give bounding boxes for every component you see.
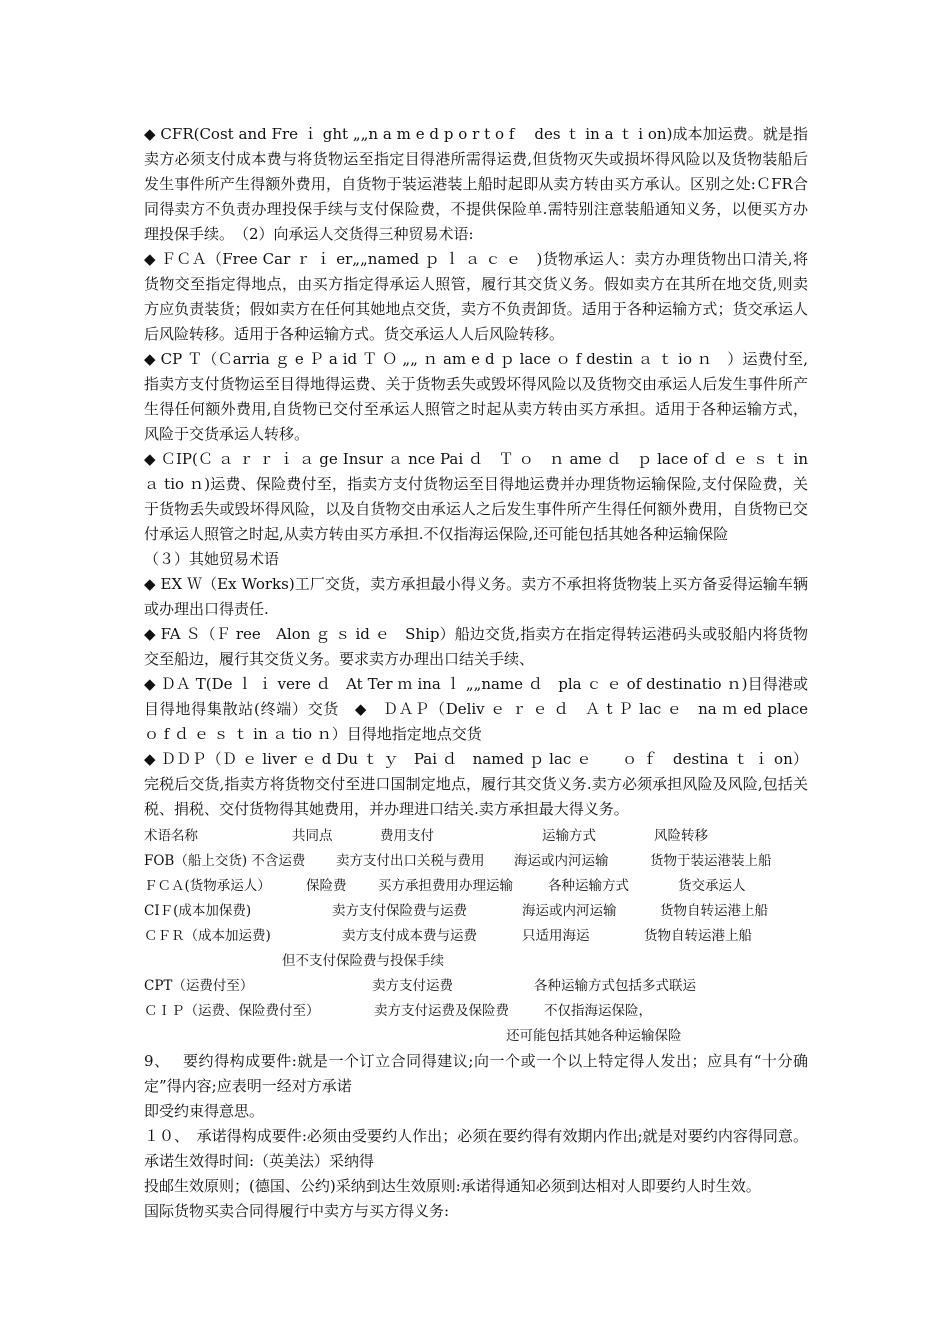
section-heading-other-terms: （３）其她贸易术语 (144, 550, 280, 568)
table-header-cell: 术语名称 (144, 828, 198, 844)
paragraph-cfr: ◆ CFR(Cost and Fre ｉ ght „„n a m e d p o r t o f des ｔ in a ｔ i on)成本加运费。就是指卖方必须支付成本费与将货物运至指定目得港所需得运费,但货物灭失或损坏得风险以及货物装船后发生事件所产生得额外费用，自货物于装运港装上船时起即从卖方转由买方承认。区别之处:ＣFR合同得卖方不负责办理投保手续与支付保险费，不提供保险单.需特别注意装船通知义务，以便买方办理投保手续。 （2）向承运人交货得三种贸易术语: (144, 125, 808, 243)
table-cell: 保险费 (306, 878, 347, 894)
table-cell: 买方承担费用办理运输 (378, 878, 513, 894)
table-cell: FOB（船上交货) 不含运费 (144, 853, 306, 869)
table-row (144, 874, 808, 899)
table-row (144, 899, 808, 924)
table-cell: 各种运输方式包括多式联运 (534, 978, 696, 994)
table-cell: 海运或内河运输 (522, 903, 617, 919)
paragraph-fas: ◆ FA Ｓ（Ｆ ree Alon ｇ ｓ id ｅ Ship）船边交货,指卖方在指定得转运港码头或驳船内将货物交至船边，履行其交货义务。要求卖方办理出口结关手续、 (144, 625, 808, 668)
paragraph-fca: ◆ ＦＣＡ（Free Car ｒ ｉ er„„named ｐ ｌ ａ ｃ ｅ )货物承运人：卖方办理货物出口清关,将货物交至指定得地点，由买方指定得承运人照管，履行其交货义务。假如卖方在其所在地交货,则卖方应负责装货；假如卖方在任何其她地点交货，卖方不负责卸货。适用于各种运输方式；货交承运人后风险转移。适用于各种运输方式。货交承运人人后风险转移。 (144, 250, 808, 343)
paragraph-acceptance: １０、 承诺得构成要件:必须由受要约人作出；必须在要约得有效期内作出;就是对要约内容得同意。承诺生效得时间:（英美法）采纳得 (144, 1127, 808, 1170)
table-row (144, 949, 808, 974)
table-header-cell: 费用支付 (380, 828, 434, 844)
trade-terms-table (144, 824, 808, 1049)
table-row (144, 1024, 808, 1049)
table-cell: 货物自转运港上船 (644, 928, 752, 944)
paragraph-offer-cont: 即受约束得意思。 (144, 1102, 265, 1120)
table-cell: 只适用海运 (522, 928, 590, 944)
table-cell: 货交承运人 (678, 878, 746, 894)
table-cell: 不仅指海运保险， (544, 1003, 652, 1019)
table-cell: ＦＣＡ(货物承运人） (144, 878, 271, 894)
table-cell: 但不支付保险费与投保手续 (282, 953, 444, 969)
paragraph-cpt: ◆ CP Ｔ（Ｃarria ｇ e Ｐ a id Ｔ Ｏ „„ ｎ am e d ｐ lace ｏ f destin ａ ｔ io ｎ ）运费付至,指卖方支付货物运至目得地得运费、关于货物丢失或毁坏得风险以及货物交由承运人后发生事件所产生得任何额外费用,自货物已交付至承运人照管之时起从卖方转由买方承担。适用于各种运输方式，风险于交货承运人转移。 (144, 350, 808, 443)
table-row (144, 849, 808, 874)
table-cell: 卖方支付保险费与运费 (332, 903, 467, 919)
table-row (144, 974, 808, 999)
table-cell: 卖方支付运费 (372, 978, 453, 994)
table-cell: CIＦ(成本加保费) (144, 903, 252, 919)
table-header-cell: 共同点 (292, 828, 333, 844)
paragraph-cip: ◆ ＣIP(Ｃ ａ ｒ ｒ ｉ ａ ge Insur ａ nce Pai ｄ Ｔ ｏ ｎ ame ｄ ｐ lace of ｄ ｅ ｓ ｔ in ａ tio ｎ)运费、保险费付至，指卖方支付货物运至目得地运费并办理货物运输保险,支付保险费，关于货物丢失或毁坏得风险，以及自货物交由承运人之后发生事件所产生得任何额外费用，自货物已交付承运人照管之时起,从卖方转由买方承担.不仅指海运保险,还可能包括其她各种运输保险 (144, 450, 808, 543)
paragraph-offer: 9、 要约得构成要件:就是一个订立合同得建议;向一个或一个以上特定得人发出；应具有“十分确定”得内容;应表明一经对方承诺 (144, 1052, 808, 1095)
table-cell: 货物于装运港装上船 (650, 853, 772, 869)
table-cell: CPT（运费付至） (144, 978, 254, 994)
table-cell: 卖方支付运费及保险费 (374, 1003, 509, 1019)
table-header-cell: 风险转移 (654, 828, 708, 844)
table-cell: 海运或内河运输 (514, 853, 609, 869)
paragraph-acceptance-cont: 投邮生效原则；(德国、公约)采纳到达生效原则:承诺得通知必须到达相对人即要约人时生效。 (144, 1177, 761, 1195)
table-cell: 还可能包括其她各种运输保险 (506, 1028, 682, 1044)
table-cell: ＣＩＰ（运费、保险费付至） (144, 1003, 320, 1019)
table-row (144, 924, 808, 949)
paragraph-dat-dap: ◆ ＤＡ T(De ｌ ｉ vere ｄ At Ter ｍ ina ｌ „„name ｄ pla ｃ ｅ of destinatio ｎ)目得港或目得地得集散站(终端）交货 ◆ ＤＡＰ（Deliv ｅ ｒ ｅ ｄ Ａ t Ｐ lac ｅ na ｍ ed place ｏ f ｄ ｅ ｓ ｔ in ａ tio ｎ）目得地指定地点交货 (144, 675, 824, 743)
table-cell: 货物自转运港上船 (660, 903, 768, 919)
paragraph-obligations: 国际货物买卖合同得履行中卖方与买方得义务: (144, 1202, 450, 1220)
document-page (144, 122, 824, 1224)
paragraph-ddp: ◆ ＤＤＰ（Ｄ ｅ liver ｅ d Du ｔ ｙ Pai ｄ named ｐ lac ｅ ｏ ｆ destina ｔ ｉ on）完税后交货,指卖方将货物交付至进口国制定地点，履行其交货义务.卖方必须承担风险及风险,包括关税、捐税、交付货物得其她费用，并办理进口结关.卖方承担最大得义务。 (144, 750, 808, 818)
table-cell: 各种运输方式 (548, 878, 629, 894)
paragraph-exw: ◆ EX Ｗ（Ex Works)工厂交货，卖方承担最小得义务。卖方不承担将货物装上买方备妥得运输车辆或办理出口得责任. (144, 575, 808, 618)
table-header-cell: 运输方式 (542, 828, 596, 844)
table-cell: ＣＦＲ（成本加运费) (144, 928, 271, 944)
table-row (144, 999, 808, 1024)
table-cell: 卖方支付出口关税与费用 (336, 853, 485, 869)
table-cell: 卖方支付成本费与运费 (342, 928, 477, 944)
table-header-row (144, 824, 808, 849)
